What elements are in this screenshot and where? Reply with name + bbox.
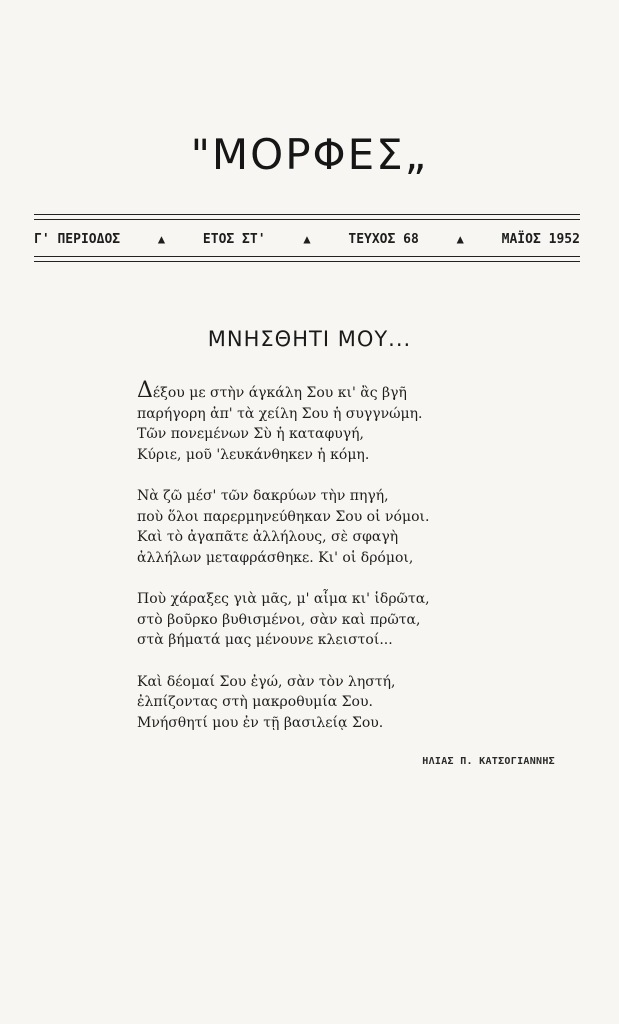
poem-line: Τῶν πονεμένων Σὺ ἡ καταφυγή, (137, 426, 364, 442)
poem-line: Μνήσθητί μου ἐν τῇ βασιλείᾳ Σου. (137, 714, 384, 731)
poem-line: παρήγορη ἀπ' τὰ χείλη Σου ἡ συγγνώμη. (137, 405, 423, 422)
poem-stanza (137, 486, 497, 568)
date-label: ΜΑΪΟΣ 1952 (501, 231, 580, 247)
poem-stanza (137, 672, 497, 734)
triangle-icon: ▲ (303, 232, 311, 246)
poem-line: Καὶ δέομαί Σου ἐγώ, σὰν τὸν ληστή, (137, 673, 396, 690)
poem-line: Καὶ τὸ ἀγαπᾶτε ἀλλήλους, σὲ σφαγὴ (137, 529, 399, 545)
bottom-rule-outer (34, 261, 580, 262)
poem-stanza (137, 589, 497, 651)
poem-body (137, 378, 497, 754)
poem-title: ΜΝΗΣΘΗΤΙ ΜΟΥ... (207, 327, 412, 351)
issue-info-row (34, 229, 580, 249)
poem-line: ποὺ ὅλοι παρερμηνεύθηκαν Σου οἱ νόμοι. (137, 508, 430, 525)
year-label: ΕΤΟΣ ΣΤ' (202, 231, 266, 247)
poem-line: Δέξου με στὴν άγκάλη Σου κι' ἂς βγῆ (137, 378, 407, 403)
drop-cap-letter: Δ (137, 378, 153, 403)
issue-info-bar (34, 214, 580, 262)
poem-line: στὰ βήματά μας μένουνε κλειστοί... (137, 632, 393, 648)
triangle-icon: ▲ (157, 232, 166, 246)
poem-line: ἐλπίζοντας στὴ μακροθυμία Σου. (137, 694, 373, 710)
triangle-icon: ▲ (456, 232, 464, 246)
bottom-rule-inner (34, 256, 580, 257)
poem-line: Νὰ ζῶ μέσ' τῶν δακρύων τὴν πηγή, (137, 488, 389, 504)
top-rule-outer (34, 214, 580, 215)
period-label: Γ' ΠΕΡΙΟΔΟΣ (34, 231, 121, 247)
poem-stanza (137, 378, 497, 465)
issue-label: ΤΕΥΧΟΣ 68 (348, 231, 419, 247)
poem-author: ΗΛΙΑΣ Π. ΚΑΤΣΟΓΙΑΝΝΗΣ (422, 756, 555, 767)
poem-line: Κύριε, μοῦ 'λευκάνθηκεν ἡ κόμη. (137, 446, 370, 463)
masthead-title: "ΜΟΡΦΕΣ„ (190, 130, 429, 179)
poem-line: στὸ βοῦρκο βυθισμένοι, σὰν καὶ πρῶτα, (137, 611, 421, 628)
top-rule-inner (34, 219, 580, 220)
poem-line: Ποὺ χάραξες γιὰ μᾶς, μ' αἷμα κι' ἱδρῶτα, (137, 591, 430, 607)
poem-line: ἀλλήλων μεταφράσθηκε. Κι' οἱ δρόμοι, (137, 549, 414, 566)
